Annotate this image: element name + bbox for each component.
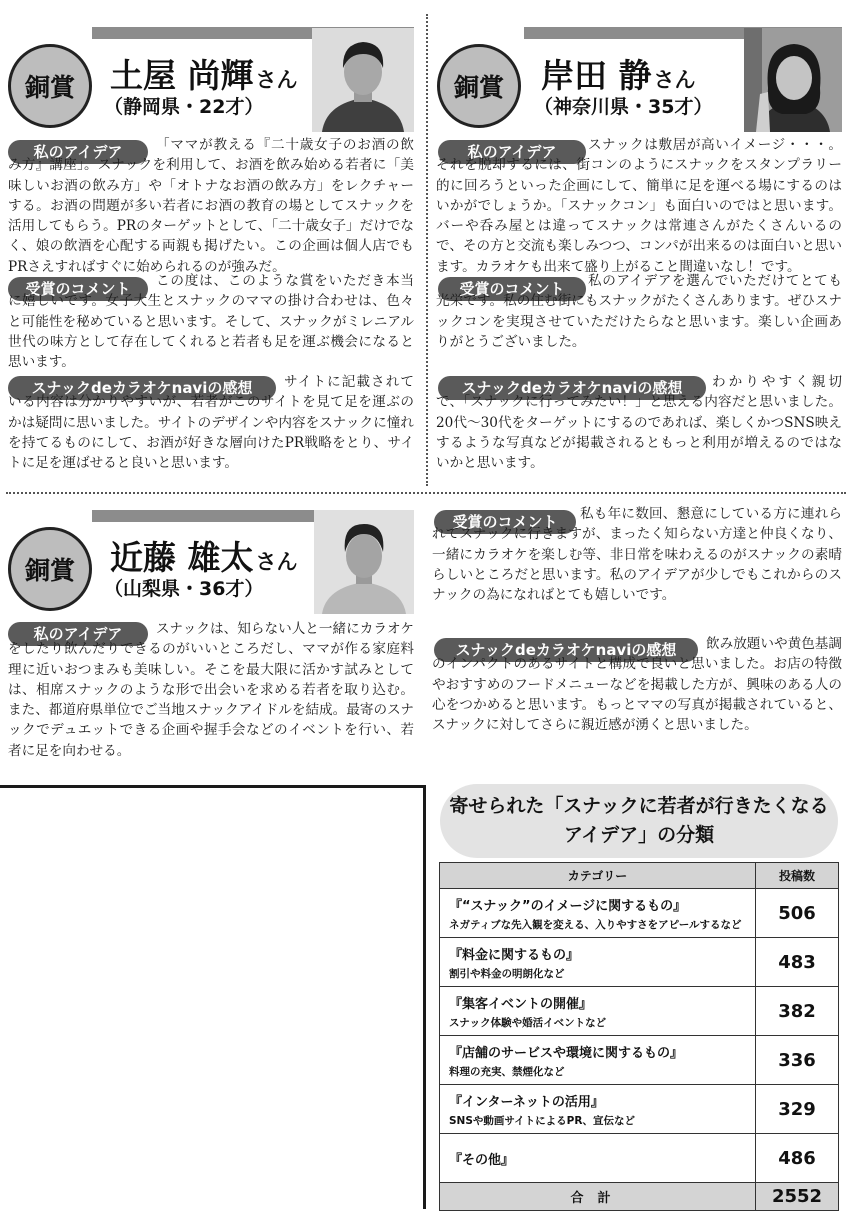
category-title: 『店舗のサービスや環境に関するもの』	[449, 1045, 684, 1061]
bottom-rule	[0, 785, 425, 788]
category-cell	[440, 1036, 756, 1085]
classification-heading-line1: 寄せられた「スナックに若者が行きたくなる	[449, 795, 829, 817]
honorific: さん	[255, 68, 298, 92]
category-cell	[440, 938, 756, 987]
winner-name-text: 土屋 尚輝	[110, 56, 254, 95]
idea-text: スナックは敷居が高いイメージ・・・。それを脱却するには、街コンのようにスナックをスタンプラリー的に回ろうといった企画にして、簡単に足を運べる場にするのはいかがでしょうか。「スナックコン」も面白いのではと思います。バーや呑み屋とは違ってスナックは常連さんがたくさんいるので、その方と交流も楽しみつつ、コンパが出来るのは面白いと思います。カラオケも出来て盛り上がること間違いなし！です。	[436, 137, 842, 275]
honorific: さん	[255, 550, 298, 574]
award-badge: 銅賞	[8, 44, 92, 128]
category-cell	[440, 889, 756, 938]
review-text: わかりやすく親切で、「スナックに行ってみたい！」と思える内容だと思いました。20代～30代をターゲットにするのであれば、楽しくかつSNS映えするような写真などが掲載されるともっと利用が増えるのではないかと思います。	[436, 374, 842, 472]
winner-photo	[314, 510, 414, 614]
comment-label: 受賞のコメント	[438, 277, 586, 301]
idea-text: 「ママが教える『二十歳女子のお酒の飲み方』講座」。スナックを利用して、お酒を飲み始める若者に「美味しいお酒の飲み方」や「オトナなお酒の飲み方」をレクチャーする。お酒の問題が多い若者にお酒の教育の場としてスナックを活用してもらう。PRのターゲットとして、「二十歳女子」だけでなく、娘の飲酒を心配する両親も掲げたい。この企画は個人店でもPRさえすればすぐに始められるのが強みだ。	[8, 137, 414, 275]
winner-name	[110, 532, 298, 579]
idea-label: 私のアイデア	[438, 140, 586, 164]
category-cell	[440, 987, 756, 1036]
winner-prefecture: （山梨県・36才）	[104, 578, 264, 600]
review-label: スナックdeカラオケnaviの感想	[434, 638, 698, 662]
category-title: 『集客イベントの開催』	[449, 996, 593, 1012]
winner-name	[110, 50, 298, 97]
category-subtitle: 料理の充実、禁煙化など	[449, 1065, 565, 1078]
category-subtitle: SNSや動画サイトによるPR、宣伝など	[449, 1114, 635, 1127]
honorific: さん	[653, 68, 696, 92]
comment-text: この度は、このような賞をいただき本当に嬉しいです。女子大生とスナックのママの掛け合わせは、色々と可能性を秘めていると思います。そして、スナックがミレニアル世代の味方として存在してくれると若者も足を運ぶ機会になると思います。	[8, 273, 414, 371]
classification-heading-line2: アイデア」の分類	[563, 824, 715, 846]
count-cell: 329	[756, 1085, 839, 1134]
column-header-count: 投稿数	[756, 863, 839, 889]
idea-text: スナックは、知らない人と一緒にカラオケをしたり飲んだりできるのがいいところだし、ママが作る家庭料理に近いおつまみも美味しい。そこを最大限に活かす試みとしては、相席スナックのような形で出会いを求める若者を取り込む。また、都道府県単位でご当地スナックアイドルを結成。最寄のスナックでデュエットできる企画や握手会などのイベントを行い、若者に足を向わせる。	[8, 621, 414, 759]
table-row	[440, 987, 839, 1036]
count-cell: 483	[756, 938, 839, 987]
category-subtitle: 割引や料金の明朗化など	[449, 967, 565, 980]
column-divider-top	[426, 14, 428, 486]
table-header-row	[440, 863, 839, 889]
category-title: 『その他』	[449, 1152, 515, 1168]
section-divider	[6, 492, 846, 494]
table-row	[440, 889, 839, 938]
count-cell: 506	[756, 889, 839, 938]
table-row	[440, 1134, 839, 1183]
award-badge: 銅賞	[437, 44, 521, 128]
classification-heading	[440, 784, 838, 858]
table-row	[440, 1036, 839, 1085]
winner-name-text: 岸田 静	[541, 56, 652, 95]
column-header-category: カテゴリー	[440, 863, 756, 889]
category-subtitle: ネガティブな先入観を変える、入りやすさをアピールするなど	[449, 918, 742, 931]
category-title: 『インターネットの活用』	[449, 1094, 604, 1110]
comment-label: 受賞のコメント	[434, 510, 576, 534]
winner-prefecture: （静岡県・22才）	[104, 96, 264, 118]
category-subtitle: スナック体験や婚活イベントなど	[449, 1016, 607, 1029]
total-value: 2552	[756, 1183, 839, 1211]
count-cell: 486	[756, 1134, 839, 1183]
review-label: スナックdeカラオケnaviの感想	[8, 376, 276, 400]
idea-label: 私のアイデア	[8, 622, 148, 646]
review-label: スナックdeカラオケnaviの感想	[438, 376, 706, 400]
review-text: 飲み放題いや黄色基調のインパクトのあるサイトと構成で良いと思いました。お店の特徴やおすすめのフードメニューなどを掲載した方が、興味のある人の心をつかめると思います。もっとママの写真が掲載されていると、スナックに対してさらに親近感が湧くと思いました。	[432, 636, 842, 734]
category-cell	[440, 1134, 756, 1183]
bottom-vertical-rule	[423, 785, 426, 1209]
award-badge: 銅賞	[8, 527, 92, 611]
comment-text: 私のアイデアを選んでいただけてとても光栄です。私の住む街にもスナックがたくさんあります。ぜひスナックコンを実現させていただけたらなと思います。楽しい企画ありがとうございました。	[436, 273, 842, 350]
winner-name	[541, 50, 696, 97]
count-cell: 336	[756, 1036, 839, 1085]
winner-photo	[744, 28, 842, 132]
winner-photo	[312, 28, 414, 132]
winner-name-text: 近藤 雄太	[110, 538, 254, 577]
idea-label: 私のアイデア	[8, 140, 148, 164]
winner-prefecture: （神奈川県・35才）	[534, 96, 713, 118]
table-row	[440, 938, 839, 987]
count-cell: 382	[756, 987, 839, 1036]
classification-table	[439, 862, 839, 1211]
category-cell	[440, 1085, 756, 1134]
comment-text: 私も年に数回、懇意にしている方に連れられてスナックに行きますが、まったく知らない方達と仲良くなり、一緒にカラオケを楽しむ等、非日常を味わえるのがスナックの素晴らしいところだと思います。私のアイデアが少しでもこれからのスナックの為になればとても嬉しいです。	[432, 506, 842, 604]
category-title: 『“スナック”のイメージに関するもの』	[449, 898, 687, 914]
table-total-row	[440, 1183, 839, 1211]
review-text: サイトに記載されている内容は分かりやすいが、若者がこのサイトを見て足を運ぶのかは疑問に思いました。サイトのデザインや内容をスナックに憧れを持てるものにして、お酒が好きな層向けたPR戦略をとり、サイトに足を運ばせると良いと思います。	[8, 374, 414, 472]
table-row	[440, 1085, 839, 1134]
category-title: 『料金に関するもの』	[449, 947, 580, 963]
comment-label: 受賞のコメント	[8, 277, 148, 301]
total-label: 合計	[440, 1183, 756, 1211]
